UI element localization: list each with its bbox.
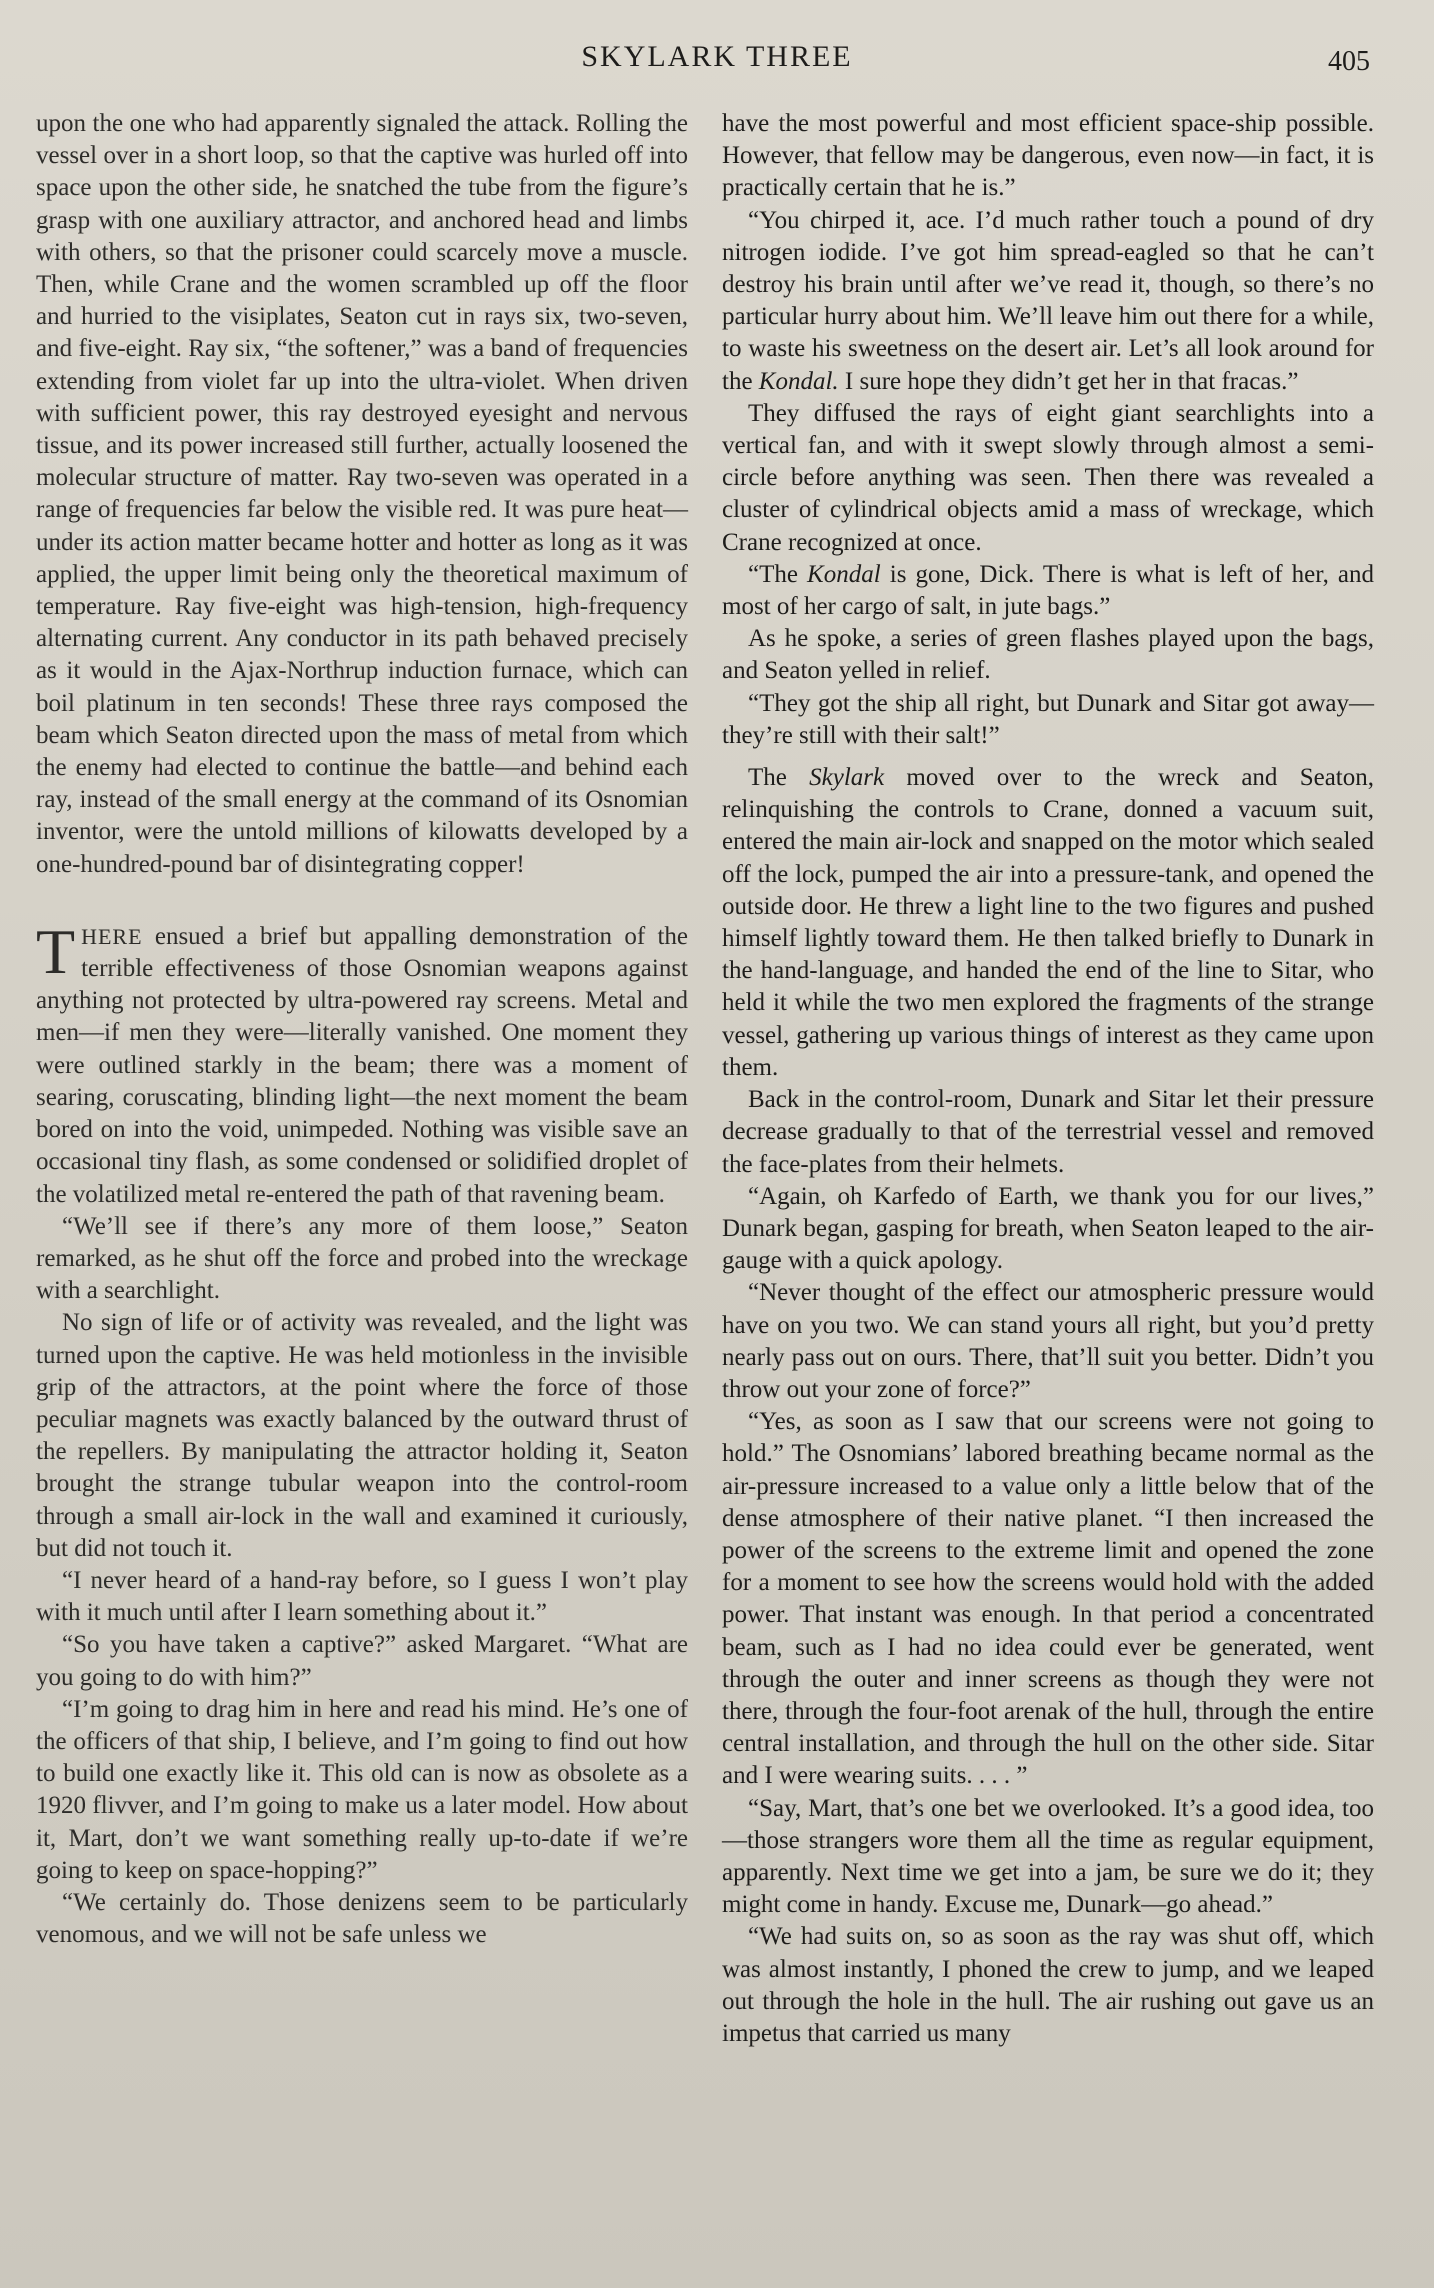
paragraph: “Never thought of the effect our atmospheric pressure would have on you two. We can stand yours all right, but you’d pretty nearly pass out on ours. There, that’ll suit you better. Didn’t you throw out your zone of force?” <box>722 1279 1374 1403</box>
ship-name-italic: Skylark <box>809 764 885 792</box>
paragraph-text: “You chirped it, ace. I’d much rather touch a pound of dry nitrogen iodide. I’ve got him spread-eagled so that he can’t destroy his brain until after we’ve read it, though, so there’s no particular hurry about him. We’ll leave him out there for a while, to waste his sweetness on the desert air. Let’s all look around for the <box>722 206 1374 395</box>
small-caps-lead: HERE <box>81 923 143 949</box>
paragraph: have the most powerful and most efficient space-ship possible. However, that fellow may be dangerous, even now—in fact, it is practically certain that he is.” <box>722 110 1374 202</box>
paragraph: “Again, oh Karfedo of Earth, we thank you for our lives,” Dunark began, gasping for breath, when Seaton leaped to the air-gauge with a quick apology. <box>722 1182 1374 1275</box>
paragraph: No sign of life or of activity was revealed, and the light was turned upon the captive. He was held motionless in the invisible grip of the attractors, at the point where the force of those peculiar magnets was exactly balanced by the outward thrust of the repellers. By manipulating the attractor holding it, Seaton brought the strange tubular weapon into the control-room through a small air-lock in the wall and examined it curiously, but did not touch it. <box>36 1309 688 1562</box>
section-opening-paragraph <box>36 915 688 1211</box>
ship-name-italic: Kondal <box>807 560 881 588</box>
paragraph-text: The <box>748 764 810 792</box>
ship-name-italic: Kondal. <box>758 367 839 395</box>
paragraph-text: ensued a brief but appalling demonstration of the terrible effectiveness of those Osnomian weapons against anything not protected by ultra-powered ray screens. Metal and men—if men they were—literally vanished. One moment they were outlined starkly in the beam; there was a moment of searing, coruscating, blinding light—the next moment the beam bored on into the void, unimpeded. Nothing was visible save an occasional tiny flash, as some condensed or solidified droplet of the volatilized metal re-entered the path of that ravening beam. <box>36 922 688 1208</box>
paragraph: “They got the ship all right, but Dunark and Sitar got away—they’re still with their salt!” <box>722 689 1374 749</box>
paragraph: As he spoke, a series of green flashes played upon the bags, and Seaton yelled in relief. <box>722 625 1374 685</box>
paragraph: “We’ll see if there’s any more of them loose,” Seaton remarked, as he shut off the force and probed into the wreckage with a searchlight. <box>36 1212 688 1305</box>
page-number: 405 <box>1328 46 1370 77</box>
paragraph: Back in the control-room, Dunark and Sitar let their pressure decrease gradually to that of the terrestrial vessel and removed the face-plates from their helmets. <box>722 1086 1374 1178</box>
paragraph: “I’m going to drag him in here and read his mind. He’s one of the officers of that ship, I believe, and I’m going to find out how to build one exactly like it. This old can is now as obsolete as a 1920 flivver, and I’m going to make us a later model. How about it, Mart, don’t we want something really up-to-date if we’re going to keep on space-hopping?” <box>36 1695 688 1884</box>
paragraph <box>722 205 1374 398</box>
paragraph-text: I sure hope they didn’t get her in that fracas.” <box>838 367 1299 395</box>
paragraph <box>722 559 1374 623</box>
drop-cap: T <box>36 915 76 987</box>
paragraph: “Say, Mart, that’s one bet we overlooked. It’s a good idea, too—those strangers wore them all the time as regular equipment, apparently. Next time we get into a jam, be sure we do it; they might come in handy. Excuse me, Dunark—go ahead.” <box>722 1794 1374 1919</box>
paragraph: “I never heard of a hand-ray before, so I guess I won’t play with it much until after I learn something about it.” <box>36 1566 688 1627</box>
paragraph: “So you have taken a captive?” asked Margaret. “What are you going to do with him?” <box>36 1631 688 1691</box>
paragraph: “Yes, as soon as I saw that our screens were not going to hold.” The Osnomians’ labored breathing became normal as the air-pressure increased to a value only a little below that of the dense atmosphere of their native planet. “I then increased the power of the screens to the extreme limit and opened the zone for a moment to see how the screens would hold with the added power. That instant was enough. In that period a concentrated beam, such as I had no idea could ever be generated, went through the outer and inner screens as though they were not there, through the four-foot arenak of the hull, through the entire central installation, and through the hull on the other side. Sitar and I were wearing suits. . . . ” <box>722 1408 1374 1790</box>
paragraph: upon the one who had apparently signaled the attack. Rolling the vessel over in a short loop, so that the captive was hurled off into space upon the other side, he snatched the tube from the figure’s grasp with one auxiliary attractor, and anchored head and limbs with others, so that the prisoner could scarcely move a muscle. Then, while Crane and the women scrambled up off the floor and hurried to the visiplates, Seaton cut in rays six, two-seven, and five-eight. Ray six, “the softener,” was a band of frequencies extending from violet far up into the ultra-violet. When driven with sufficient power, this ray destroyed eyesight and nervous tissue, and its power increased still further, actually loosened the molecular structure of matter. Ray two-seven was operated in a range of frequencies far below the visible red. It was pure heat—under its action matter became hotter and hotter as long as it was applied, the upper limit being only the theoretical maximum of temperature. Ray five-eight was high-tension, high-frequency alternating current. Any conductor in its path behaved precisely as it would in the Ajax-Northrup induction furnace, which can boil platinum in ten seconds! These three rays composed the beam which Seaton directed upon the mass of metal from which the enemy had elected to continue the battle—and behind each ray, instead of the small energy at the command of its Osnomian inventor, were the untold millions of kilowatts developed by a one-hundred-pound bar of disintegrating copper! <box>36 110 688 878</box>
paragraph-text: is gone, Dick. There is what is left of her, and most of her cargo of salt, in jute bags.” <box>722 560 1374 621</box>
page-header <box>0 40 1434 84</box>
paragraph <box>722 762 1374 1084</box>
running-title: SKYLARK THREE <box>581 40 853 73</box>
paragraph: “We had suits on, so as soon as the ray was shut off, which was almost instantly, I phoned the crew to jump, and we leaped out through the hole in the hull. The air rushing out gave us an impetus that carried us many <box>722 1923 1374 2047</box>
paragraph: “We certainly do. Those denizens seem to be particularly venomous, and we will not be safe unless we <box>36 1888 688 1949</box>
paragraph: They diffused the rays of eight giant searchlights into a vertical fan, and with it swept slowly through almost a semi-circle before anything was seen. Then there was revealed a cluster of cylindrical objects amid a mass of wreckage, which Crane recognized at once. <box>722 399 1374 556</box>
paragraph-text: moved over to the wreck and Seaton, relinquishing the controls to Crane, donned a vacuum suit, entered the main air-lock and snapped on the motor which sealed off the lock, pumped the air into a pressure-tank, and opened the outside door. He threw a light line to the two figures and pushed himself lightly toward them. He then talked briefly to Dunark in the hand-language, and handed the end of the line to Sitar, who held it while the two men explored the fragments of the strange vessel, gathering up various things of interest as they came upon them. <box>722 764 1374 1081</box>
right-column <box>722 108 1374 2050</box>
left-column <box>36 108 688 1951</box>
paragraph-text: “The <box>748 560 808 588</box>
